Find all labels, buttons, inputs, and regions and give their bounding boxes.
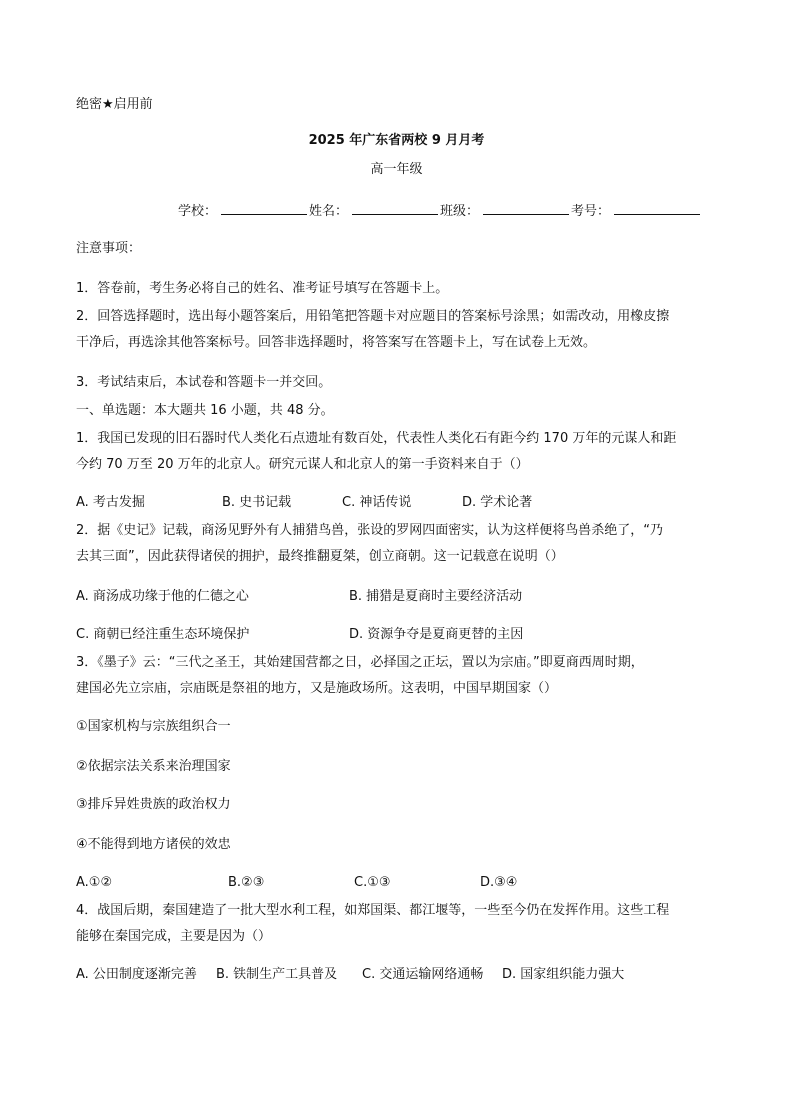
note-item: 干净后，再选涂其他答案标号。回答非选择题时，将答案写在答题卡上，写在试卷上无效。 <box>76 335 597 350</box>
q3-option-d[interactable]: D.③④ <box>480 875 518 890</box>
notes-heading: 注意事项： <box>76 241 142 256</box>
question-1-line: 1．我国已发现的旧石器时代人类化石点遗址有数百处，代表性人类化石有距今约 170 万年的元谋人和距 <box>76 431 677 446</box>
school-label: 学校： <box>178 204 218 219</box>
question-2-line: 2．据《史记》记载，商汤见野外有人捕猎鸟兽，张设的罗网四面密实，认为这样便将鸟兽杀绝了，“乃 <box>76 523 664 538</box>
q4-option-c[interactable]: C. 交通运输网络通畅 <box>362 967 484 982</box>
q1-option-b[interactable]: B. 史书记载 <box>222 495 292 510</box>
name-label: 姓名： <box>309 204 349 219</box>
q3-option-c[interactable]: C.①③ <box>354 875 391 890</box>
q3-statement-2: ②依据宗法关系来治理国家 <box>76 759 231 774</box>
q2-option-d[interactable]: D. 资源争夺是夏商更替的主因 <box>349 627 524 642</box>
info-fields-row <box>178 202 702 221</box>
q4-option-b[interactable]: B. 铁制生产工具普及 <box>216 967 338 982</box>
q3-statement-4: ④不能得到地方诸侯的效忠 <box>76 837 231 852</box>
confidential-mark: 绝密★启用前 <box>76 97 153 112</box>
question-3-line: 3．《墨子》云：“三代之圣王，其始建国营都之日，必择国之正坛，置以为宗庙。”即夏商西周时期， <box>76 655 644 670</box>
question-4-line: 4．战国后期，秦国建造了一批大型水利工程，如郑国渠、都江堰等，一些至今仍在发挥作用。这些工程 <box>76 903 670 918</box>
grade-label: 高一年级 <box>370 162 423 177</box>
note-item: 1．答卷前，考生务必将自己的姓名、准考证号填写在答题卡上。 <box>76 281 449 296</box>
exam-number-blank[interactable] <box>614 202 700 215</box>
q2-option-a[interactable]: A. 商汤成功缘于他的仁德之心 <box>76 589 249 604</box>
q3-option-b[interactable]: B.②③ <box>228 875 265 890</box>
exam-title: 2025 年广东省两校 9 月月考 <box>308 133 485 148</box>
q1-option-d[interactable]: D. 学术论著 <box>462 495 533 510</box>
note-item: 3．考试结束后，本试卷和答题卡一并交回。 <box>76 375 332 390</box>
q1-option-c[interactable]: C. 神话传说 <box>342 495 412 510</box>
exam-number-label: 考号： <box>571 204 611 219</box>
question-3-line: 建国必先立宗庙，宗庙既是祭祖的地方，又是施政场所。这表明，中国早期国家（） <box>76 681 558 696</box>
q2-option-c[interactable]: C. 商朝已经注重生态环境保护 <box>76 627 250 642</box>
question-2-line: 去其三面”，因此获得诸侯的拥护，最终推翻夏桀，创立商朝。这一记载意在说明（） <box>76 549 564 564</box>
class-blank[interactable] <box>483 202 569 215</box>
q3-statement-1: ①国家机构与宗族组织合一 <box>76 719 231 734</box>
note-item: 2．回答选择题时，选出每小题答案后，用铅笔把答题卡对应题目的答案标号涂黑；如需改动，用橡皮擦 <box>76 309 670 324</box>
q4-option-a[interactable]: A. 公田制度逐渐完善 <box>76 967 197 982</box>
question-4-line: 能够在秦国完成，主要是因为（） <box>76 929 272 944</box>
q4-option-d[interactable]: D. 国家组织能力强大 <box>502 967 625 982</box>
q3-statement-3: ③排斥异姓贵族的政治权力 <box>76 797 231 812</box>
school-blank[interactable] <box>221 202 307 215</box>
q3-option-a[interactable]: A.①② <box>76 875 113 890</box>
name-blank[interactable] <box>352 202 438 215</box>
class-label: 班级： <box>440 204 480 219</box>
section-heading: 一、单选题：本大题共 16 小题，共 48 分。 <box>76 403 334 418</box>
q1-option-a[interactable]: A. 考古发掘 <box>76 495 145 510</box>
q2-option-b[interactable]: B. 捕猎是夏商时主要经济活动 <box>349 589 523 604</box>
question-1-line: 今约 70 万至 20 万年的北京人。研究元谋人和北京人的第一手资料来自于（） <box>76 457 529 472</box>
